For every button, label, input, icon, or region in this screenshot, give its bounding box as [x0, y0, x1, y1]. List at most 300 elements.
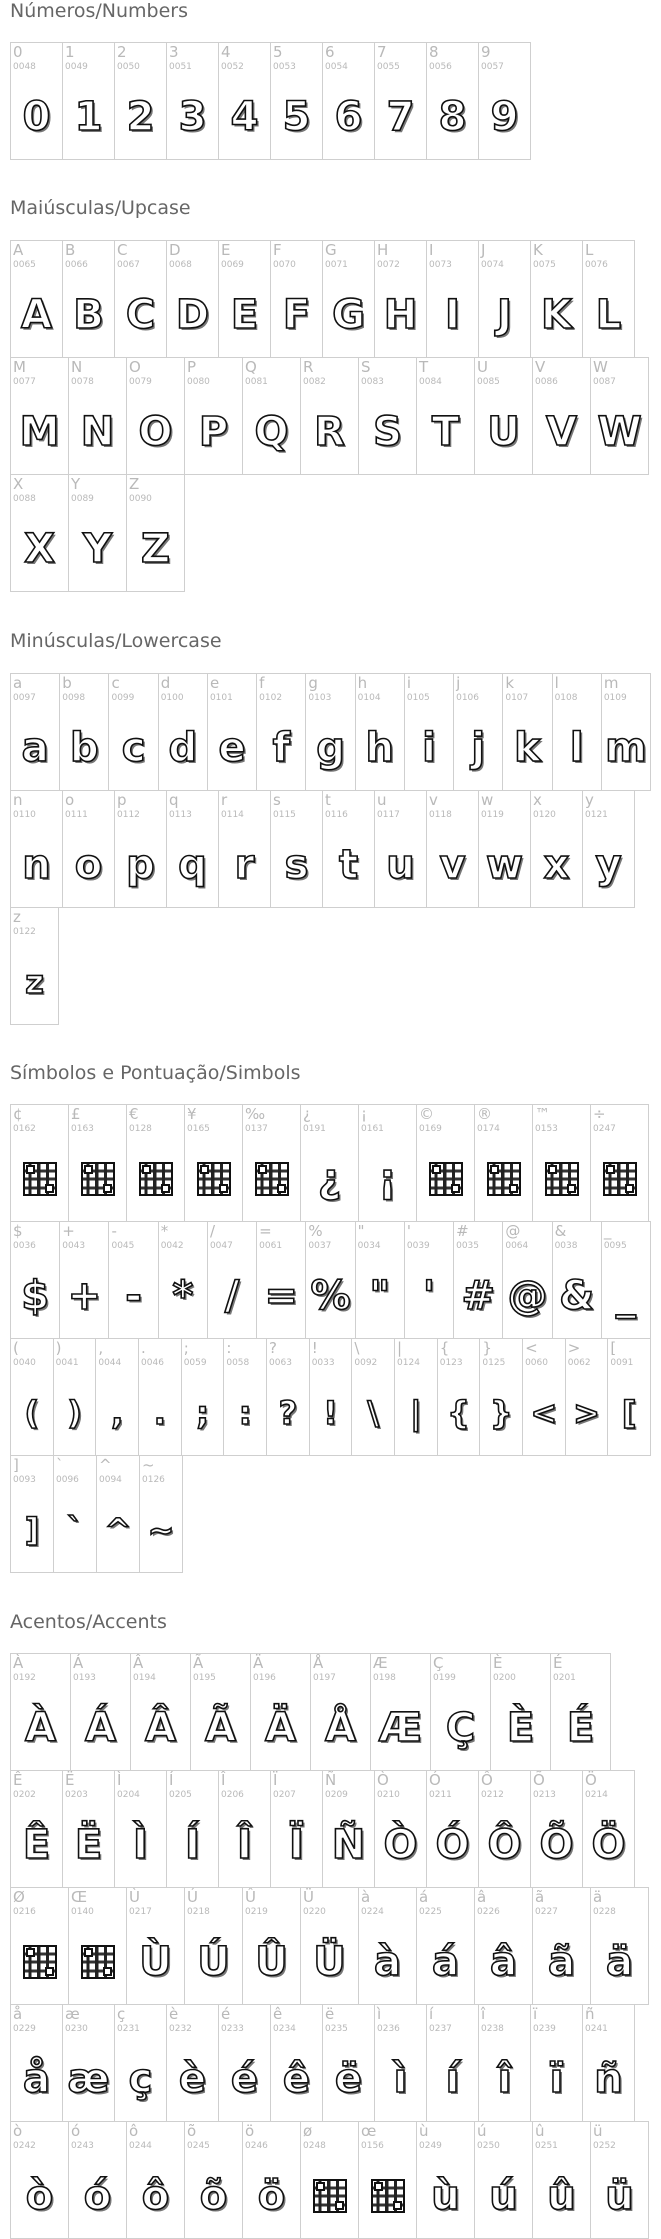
- glyph-char-label: C: [117, 241, 128, 259]
- glyph-preview: i: [422, 725, 436, 771]
- glyph-code-label: 0083: [361, 377, 384, 387]
- glyph-code-label: 0101: [209, 693, 233, 703]
- glyph-preview: ': [422, 1273, 436, 1319]
- glyph-char-label: æ: [65, 2005, 80, 2023]
- glyph-char-label: ù: [419, 2122, 429, 2140]
- glyph-preview: Ë: [74, 1822, 103, 1868]
- glyph-cell: [590, 357, 649, 475]
- glyph-cell: [478, 42, 531, 160]
- glyph-cell: [242, 2121, 301, 2239]
- glyph-cell: [126, 474, 185, 592]
- glyph-cell: [62, 42, 115, 160]
- glyph-grid-lowercase: [10, 673, 650, 1024]
- glyph-preview: Â: [145, 1705, 176, 1751]
- glyph-char-label: h: [357, 674, 368, 692]
- glyph-char-label: Ú: [187, 1888, 198, 1906]
- glyph-code-label: 0078: [71, 377, 94, 387]
- glyph-row: [10, 790, 650, 907]
- glyph-char-label: 1: [65, 43, 75, 61]
- glyph-code-label: 0106: [456, 693, 480, 703]
- glyph-cell: [139, 1455, 183, 1573]
- glyph-preview: \: [367, 1394, 380, 1432]
- glyph-char-label: !: [311, 1339, 318, 1357]
- glyph-char-label: ú: [477, 2122, 487, 2140]
- section-title-lowercase: Minúsculas/Lowercase: [10, 630, 222, 652]
- glyph-code-label: 0035: [456, 1241, 480, 1251]
- glyph-preview: 4: [230, 94, 259, 140]
- glyph-preview: À: [25, 1705, 56, 1751]
- glyph-code-label: 0057: [481, 62, 504, 72]
- glyph-cell: [532, 2121, 591, 2239]
- glyph-preview: û: [547, 2173, 576, 2219]
- glyph-preview: W: [597, 409, 642, 455]
- glyph-code-label: 0219: [245, 1907, 268, 1917]
- glyph-code-label: 0095: [603, 1241, 627, 1251]
- glyph-cell: [218, 2004, 271, 2122]
- glyph-cell: [404, 1221, 454, 1339]
- glyph-code-label: 0201: [553, 1673, 576, 1683]
- glyph-char-label: <: [525, 1339, 538, 1357]
- glyph-code-label: 0195: [193, 1673, 216, 1683]
- glyph-char-label: î: [481, 2005, 486, 2023]
- glyph-char-label: i: [406, 674, 412, 692]
- glyph-preview: q: [178, 842, 207, 888]
- glyph-row: [10, 42, 650, 159]
- glyph-code-label: 0104: [357, 693, 381, 703]
- glyph-preview: Ã: [205, 1705, 236, 1751]
- glyph-cell: [114, 42, 167, 160]
- glyph-preview: w: [486, 842, 523, 888]
- glyph-code-label: 0065: [13, 260, 36, 270]
- glyph-preview: $: [21, 1273, 50, 1319]
- glyph-code-label: 0061: [259, 1241, 283, 1251]
- glyph-preview: Ó: [435, 1822, 470, 1868]
- glyph-preview: C: [125, 292, 156, 338]
- glyph-code-label: 0082: [303, 377, 326, 387]
- glyph-code-label: 0036: [13, 1241, 36, 1251]
- glyph-cell: [426, 42, 479, 160]
- glyph-char-label: g: [308, 674, 318, 692]
- glyph-cell: [138, 1338, 182, 1456]
- glyph-char-label: \: [354, 1339, 360, 1357]
- glyph-preview: |: [410, 1394, 422, 1432]
- glyph-code-label: 0090: [129, 494, 152, 504]
- glyph-preview: ¿: [317, 1156, 342, 1202]
- glyph-char-label: l: [554, 674, 559, 692]
- glyph-char-label: >: [567, 1339, 581, 1357]
- glyph-char-label: Ö: [585, 1771, 597, 1789]
- glyph-cell: [601, 1221, 651, 1339]
- missing-glyph-qr-icon: [301, 2158, 358, 2234]
- glyph-char-label: Æ: [373, 1654, 388, 1672]
- glyph-char-label: Å: [313, 1654, 324, 1672]
- glyph-preview: J: [497, 292, 512, 338]
- glyph-char-label: (: [13, 1339, 19, 1357]
- glyph-char-label: -: [111, 1222, 117, 1240]
- glyph-code-label: 0048: [13, 62, 36, 72]
- qr-code-icon: [255, 1162, 289, 1196]
- glyph-preview: Ñ: [331, 1822, 366, 1868]
- glyph-code-label: 0250: [477, 2141, 500, 2151]
- glyph-char-label: Y: [71, 475, 81, 493]
- glyph-cell: [62, 2004, 115, 2122]
- glyph-code-label: 0053: [273, 62, 296, 72]
- glyph-preview: j: [471, 725, 486, 771]
- glyph-char-label: Õ: [533, 1771, 545, 1789]
- glyph-cell: [218, 790, 271, 908]
- glyph-cell: [62, 790, 115, 908]
- glyph-code-label: 0211: [429, 1790, 452, 1800]
- glyph-cell: [478, 790, 531, 908]
- glyph-preview: G: [332, 292, 365, 338]
- glyph-code-label: 0099: [111, 693, 135, 703]
- missing-glyph-qr-icon: [11, 1924, 68, 2000]
- glyph-preview: Ü: [313, 1939, 346, 1985]
- glyph-code-label: 0249: [419, 2141, 442, 2151]
- glyph-code-label: 0102: [259, 693, 283, 703]
- glyph-code-label: 0227: [535, 1907, 558, 1917]
- glyph-code-label: 0226: [477, 1907, 500, 1917]
- glyph-preview: ü: [605, 2173, 634, 2219]
- glyph-char-label: Ó: [429, 1771, 441, 1789]
- glyph-code-label: 0192: [13, 1673, 36, 1683]
- glyph-preview: >: [573, 1394, 600, 1432]
- missing-glyph-qr-icon: [11, 1141, 68, 1217]
- glyph-preview: s: [284, 842, 309, 888]
- glyph-char-label: L: [585, 241, 594, 259]
- glyph-code-label: 0204: [117, 1790, 140, 1800]
- glyph-code-label: 0068: [169, 260, 192, 270]
- glyph-code-label: 0100: [160, 693, 184, 703]
- glyph-char-label: $: [13, 1222, 23, 1240]
- glyph-code-label: 0034: [357, 1241, 381, 1251]
- glyph-code-label: 0076: [585, 260, 608, 270]
- glyph-cell: [70, 1653, 131, 1771]
- qr-code-icon: [545, 1162, 579, 1196]
- glyph-cell: [437, 1338, 481, 1456]
- glyph-char-label: X: [13, 475, 24, 493]
- glyph-cell: [305, 673, 355, 791]
- glyph-preview: d: [168, 725, 198, 771]
- glyph-code-label: 0062: [567, 1358, 591, 1368]
- glyph-code-label: 0108: [554, 693, 578, 703]
- glyph-code-label: 0058: [226, 1358, 250, 1368]
- glyph-preview: 7: [386, 94, 415, 140]
- glyph-cell: [158, 673, 208, 791]
- glyph-cell: [270, 1770, 323, 1888]
- missing-glyph-qr-icon: [475, 1141, 532, 1217]
- glyph-char-label: ó: [71, 2122, 81, 2140]
- glyph-preview: Õ: [539, 1822, 574, 1868]
- glyph-code-label: 0092: [354, 1358, 378, 1368]
- glyph-preview: 6: [334, 94, 363, 140]
- glyph-cell: [582, 240, 635, 358]
- glyph-char-label: £: [71, 1105, 81, 1123]
- glyph-code-label: 0126: [142, 1475, 165, 1485]
- glyph-preview: %: [310, 1273, 351, 1319]
- glyph-char-label: *: [160, 1222, 169, 1240]
- glyph-code-label: 0248: [303, 2141, 326, 2151]
- glyph-char-label: Ñ: [325, 1771, 337, 1789]
- glyph-char-label: S: [361, 358, 371, 376]
- glyph-char-label: ö: [245, 2122, 255, 2140]
- glyph-code-label: 0107: [505, 693, 529, 703]
- glyph-preview: l: [569, 725, 584, 771]
- glyph-char-label: ¿: [303, 1105, 311, 1123]
- glyph-preview: T: [431, 409, 460, 455]
- glyph-char-label: 0: [13, 43, 23, 61]
- glyph-char-label: ¢: [13, 1105, 23, 1123]
- glyph-preview: Í: [185, 1822, 200, 1868]
- glyph-preview: É: [566, 1705, 595, 1751]
- glyph-row: [10, 1221, 650, 1338]
- glyph-code-label: 0212: [481, 1790, 504, 1800]
- glyph-preview: ú: [489, 2173, 518, 2219]
- glyph-code-label: 0067: [117, 260, 140, 270]
- glyph-char-label: ë: [325, 2005, 335, 2023]
- glyph-cell: [10, 790, 63, 908]
- glyph-cell: [351, 1338, 395, 1456]
- glyph-preview: Ç: [445, 1705, 476, 1751]
- glyph-preview: H: [383, 292, 418, 338]
- glyph-preview: .: [153, 1394, 166, 1432]
- glyph-char-label: ": [357, 1222, 365, 1240]
- glyph-code-label: 0080: [187, 377, 210, 387]
- glyph-preview: Y: [83, 526, 112, 572]
- glyph-code-label: 0047: [209, 1241, 233, 1251]
- glyph-cell: [358, 1104, 417, 1222]
- glyph-char-label: ~: [142, 1456, 155, 1474]
- glyph-preview: Ê: [22, 1822, 51, 1868]
- glyph-code-label: 0054: [325, 62, 348, 72]
- glyph-code-label: 0094: [99, 1475, 122, 1485]
- glyph-char-label: Ø: [13, 1888, 25, 1906]
- glyph-code-label: 0112: [117, 810, 140, 820]
- glyph-char-label: É: [553, 1654, 563, 1672]
- glyph-cell: [108, 673, 158, 791]
- glyph-cell: [270, 790, 323, 908]
- glyph-code-label: 0207: [273, 1790, 296, 1800]
- glyph-char-label: E: [221, 241, 231, 259]
- glyph-char-label: D: [169, 241, 181, 259]
- section-title-upcase: Maiúsculas/Upcase: [10, 197, 191, 219]
- glyph-char-label: å: [13, 2005, 23, 2023]
- glyph-code-label: 0045: [111, 1241, 135, 1251]
- glyph-cell: [184, 357, 243, 475]
- glyph-char-label: 6: [325, 43, 335, 61]
- glyph-char-label: ¥: [187, 1105, 197, 1123]
- glyph-code-label: 0066: [65, 260, 88, 270]
- glyph-code-label: 0244: [129, 2141, 152, 2151]
- glyph-code-label: 0114: [221, 810, 244, 820]
- glyph-cell: [453, 673, 503, 791]
- glyph-code-label: 0044: [98, 1358, 122, 1368]
- glyph-char-label: ò: [13, 2122, 23, 2140]
- glyph-preview: Æ: [378, 1705, 423, 1751]
- glyph-char-label: Â: [133, 1654, 144, 1672]
- glyph-cell: [416, 1104, 475, 1222]
- glyph-cell: [218, 1770, 271, 1888]
- glyph-code-label: 0115: [273, 810, 296, 820]
- glyph-char-label: B: [65, 241, 76, 259]
- glyph-char-label: ñ: [585, 2005, 595, 2023]
- glyph-cell: [68, 2121, 127, 2239]
- glyph-preview: M: [19, 409, 60, 455]
- glyph-preview: O: [138, 409, 173, 455]
- glyph-code-label: 0125: [482, 1358, 506, 1368]
- glyph-preview: 5: [282, 94, 311, 140]
- glyph-code-label: 0088: [13, 494, 36, 504]
- glyph-code-label: 0070: [273, 260, 296, 270]
- glyph-cell: [322, 790, 375, 908]
- glyph-preview: Ù: [139, 1939, 172, 1985]
- glyph-preview: ¡: [378, 1156, 397, 1202]
- glyph-cell: [309, 1338, 353, 1456]
- glyph-cell: [126, 357, 185, 475]
- glyph-row: [10, 1338, 650, 1455]
- glyph-cell: [166, 1770, 219, 1888]
- glyph-row: [10, 474, 650, 591]
- glyph-char-label: %: [308, 1222, 323, 1240]
- glyph-code-label: 0216: [13, 1907, 36, 1917]
- glyph-preview: t: [338, 842, 359, 888]
- glyph-preview: m: [605, 725, 647, 771]
- glyph-cell: [370, 1653, 431, 1771]
- glyph-cell: [300, 1887, 359, 2005]
- glyph-preview: ö: [257, 2173, 286, 2219]
- glyph-code-label: 0074: [481, 260, 504, 270]
- qr-code-icon: [23, 1945, 57, 1979]
- glyph-cell: [62, 1770, 115, 1888]
- glyph-preview: u: [386, 842, 415, 888]
- glyph-char-label: G: [325, 241, 337, 259]
- glyph-preview: r: [234, 842, 255, 888]
- glyph-char-label: p: [117, 791, 127, 809]
- glyph-char-label: I: [429, 241, 434, 259]
- glyph-preview: }: [489, 1394, 513, 1432]
- glyph-code-label: 0097: [13, 693, 36, 703]
- glyph-char-label: Ï: [273, 1771, 278, 1789]
- glyph-preview: é: [230, 2056, 259, 2102]
- glyph-code-label: 0122: [13, 927, 36, 937]
- glyph-cell: [68, 357, 127, 475]
- glyph-cell: [68, 1104, 127, 1222]
- glyph-char-label: m: [603, 674, 619, 692]
- glyph-code-label: 0037: [308, 1241, 332, 1251]
- glyph-cell: [522, 1338, 566, 1456]
- glyph-char-label: ?: [269, 1339, 277, 1357]
- glyph-preview: @: [507, 1273, 548, 1319]
- glyph-preview: p: [126, 842, 155, 888]
- glyph-cell: [453, 1221, 503, 1339]
- glyph-cell: [10, 1104, 69, 1222]
- glyph-code-label: 0050: [117, 62, 140, 72]
- glyph-cell: [207, 673, 257, 791]
- glyph-grid-upcase: [10, 240, 650, 591]
- section-title-accents: Acentos/Accents: [10, 1611, 167, 1633]
- glyph-cell: [114, 790, 167, 908]
- glyph-preview: K: [541, 292, 572, 338]
- glyph-cell: [478, 1770, 531, 1888]
- glyph-cell: [270, 42, 323, 160]
- glyph-preview: à: [374, 1939, 401, 1985]
- glyph-cell: [10, 1770, 63, 1888]
- glyph-cell: [114, 240, 167, 358]
- glyph-char-label: k: [505, 674, 515, 692]
- glyph-cell: [565, 1338, 609, 1456]
- glyph-char-label: ÷: [593, 1105, 606, 1123]
- glyph-preview: ;: [196, 1394, 209, 1432]
- glyph-char-label: [: [610, 1339, 617, 1357]
- glyph-cell: [10, 240, 63, 358]
- missing-glyph-qr-icon: [591, 1141, 648, 1217]
- glyph-char-label: Q: [245, 358, 257, 376]
- glyph-preview: !: [323, 1394, 338, 1432]
- glyph-char-label: è: [169, 2005, 179, 2023]
- glyph-preview: c: [121, 725, 146, 771]
- glyph-cell: [530, 1770, 583, 1888]
- glyph-char-label: #: [456, 1222, 469, 1240]
- glyph-code-label: 0205: [169, 1790, 192, 1800]
- glyph-preview: 2: [126, 94, 155, 140]
- glyph-char-label: A: [13, 241, 24, 259]
- glyph-char-label: O: [129, 358, 141, 376]
- glyph-preview: å: [23, 2056, 50, 2102]
- glyph-char-label: Á: [73, 1654, 84, 1672]
- glyph-code-label: 0049: [65, 62, 88, 72]
- glyph-cell: [582, 1770, 635, 1888]
- glyph-preview: 1: [74, 94, 103, 140]
- glyph-preview: Û: [255, 1939, 288, 1985]
- glyph-cell: [474, 1887, 533, 2005]
- glyph-char-label: Ô: [481, 1771, 493, 1789]
- glyph-preview: 3: [178, 94, 207, 140]
- glyph-code-label: 0162: [13, 1124, 36, 1134]
- glyph-code-label: 0169: [419, 1124, 442, 1134]
- glyph-preview: ,: [111, 1394, 124, 1432]
- glyph-char-label: â: [477, 1888, 487, 1906]
- glyph-preview: R: [314, 409, 345, 455]
- glyph-char-label: R: [303, 358, 314, 376]
- glyph-char-label: N: [71, 358, 83, 376]
- glyph-preview: ô: [141, 2173, 170, 2219]
- glyph-code-label: 0059: [183, 1358, 207, 1368]
- glyph-char-label: y: [585, 791, 594, 809]
- glyph-code-label: 0111: [65, 810, 88, 820]
- glyph-cell: [218, 42, 271, 160]
- glyph-code-label: 0103: [308, 693, 332, 703]
- glyph-preview: ì: [393, 2056, 408, 2102]
- glyph-code-label: 0224: [361, 1907, 384, 1917]
- glyph-preview: ä: [606, 1939, 633, 1985]
- missing-glyph-qr-icon: [127, 1141, 184, 1217]
- glyph-code-label: 0193: [73, 1673, 96, 1683]
- glyph-char-label: Z: [129, 475, 140, 493]
- glyph-char-label: ï: [533, 2005, 538, 2023]
- glyph-cell: [310, 1653, 371, 1771]
- glyph-preview: n: [22, 842, 51, 888]
- glyph-cell: [374, 790, 427, 908]
- qr-code-icon: [487, 1162, 521, 1196]
- glyph-code-label: 0232: [169, 2024, 192, 2034]
- glyph-preview: ]: [24, 1511, 40, 1549]
- glyph-code-label: 0123: [439, 1358, 463, 1368]
- glyph-code-label: 0246: [245, 2141, 268, 2151]
- glyph-cell: [95, 1338, 139, 1456]
- glyph-cell: [181, 1338, 225, 1456]
- section-title-symbols: Símbolos e Pontuação/Simbols: [10, 1062, 301, 1084]
- glyph-cell: [322, 1770, 375, 1888]
